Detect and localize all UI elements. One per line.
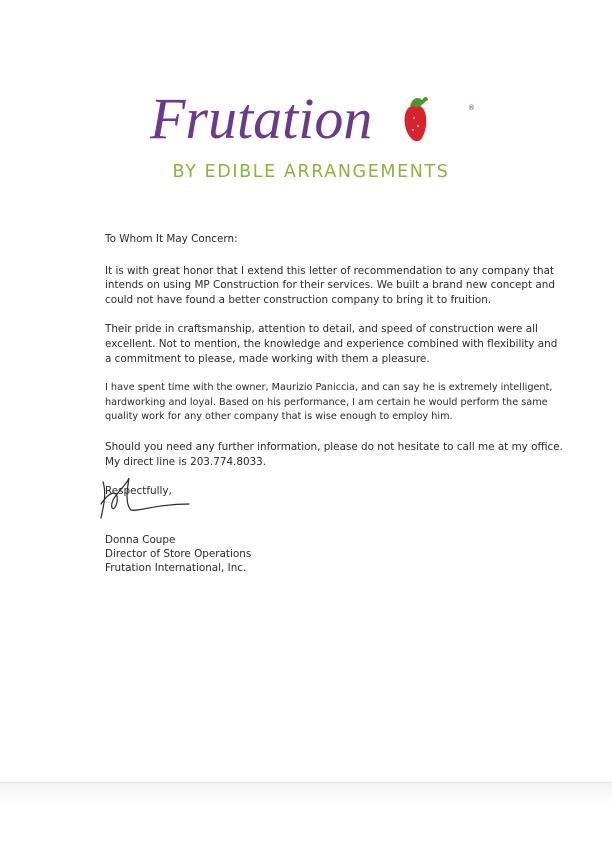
paragraph-3: I have spent time with the owner, Maurizio Paniccia, and can say he is extremely intelligent, hardworking and loyal. Based on his performance, I am certain he would perform the same quality work for any other company that is wise enough to employ him.	[105, 382, 553, 423]
strawberry-icon	[405, 97, 428, 141]
letter-body	[105, 232, 565, 575]
signer-block	[105, 533, 565, 575]
closing-block	[105, 484, 565, 575]
salutation: To Whom It May Concern:	[105, 233, 238, 245]
signer-company: Frutation International, Inc.	[105, 561, 247, 574]
paragraph-4: Should you need any further information, please do not hesitate to call me at my office. My direct line is 203.774.8033.	[105, 440, 563, 468]
frutation-logo	[150, 88, 480, 198]
signer-title: Director of Store Operations	[105, 547, 252, 560]
paragraph-1: It is with great honor that I extend this letter of recommendation to any company that intends on using MP Construction for their services. We built a brand new concept and could not have found a better construction company to bring it to fruition.	[105, 264, 555, 306]
scan-edge	[0, 782, 612, 843]
closing-text: Respectfully,	[105, 485, 172, 498]
signer-name: Donna Coupe	[105, 533, 176, 546]
frutation-wordmark	[150, 88, 480, 160]
paragraph-2: Their pride in craftsmanship, attention to detail, and speed of construction were all excellent. Not to mention, the knowledge and experience combined with flexibility and a commitment to please, made working with them a pleasure.	[105, 323, 558, 365]
logo-tagline: BY EDIBLE ARRANGEMENTS	[172, 162, 450, 182]
wordmark-text: Frutation	[150, 88, 373, 151]
registered-mark: ®	[468, 104, 475, 112]
